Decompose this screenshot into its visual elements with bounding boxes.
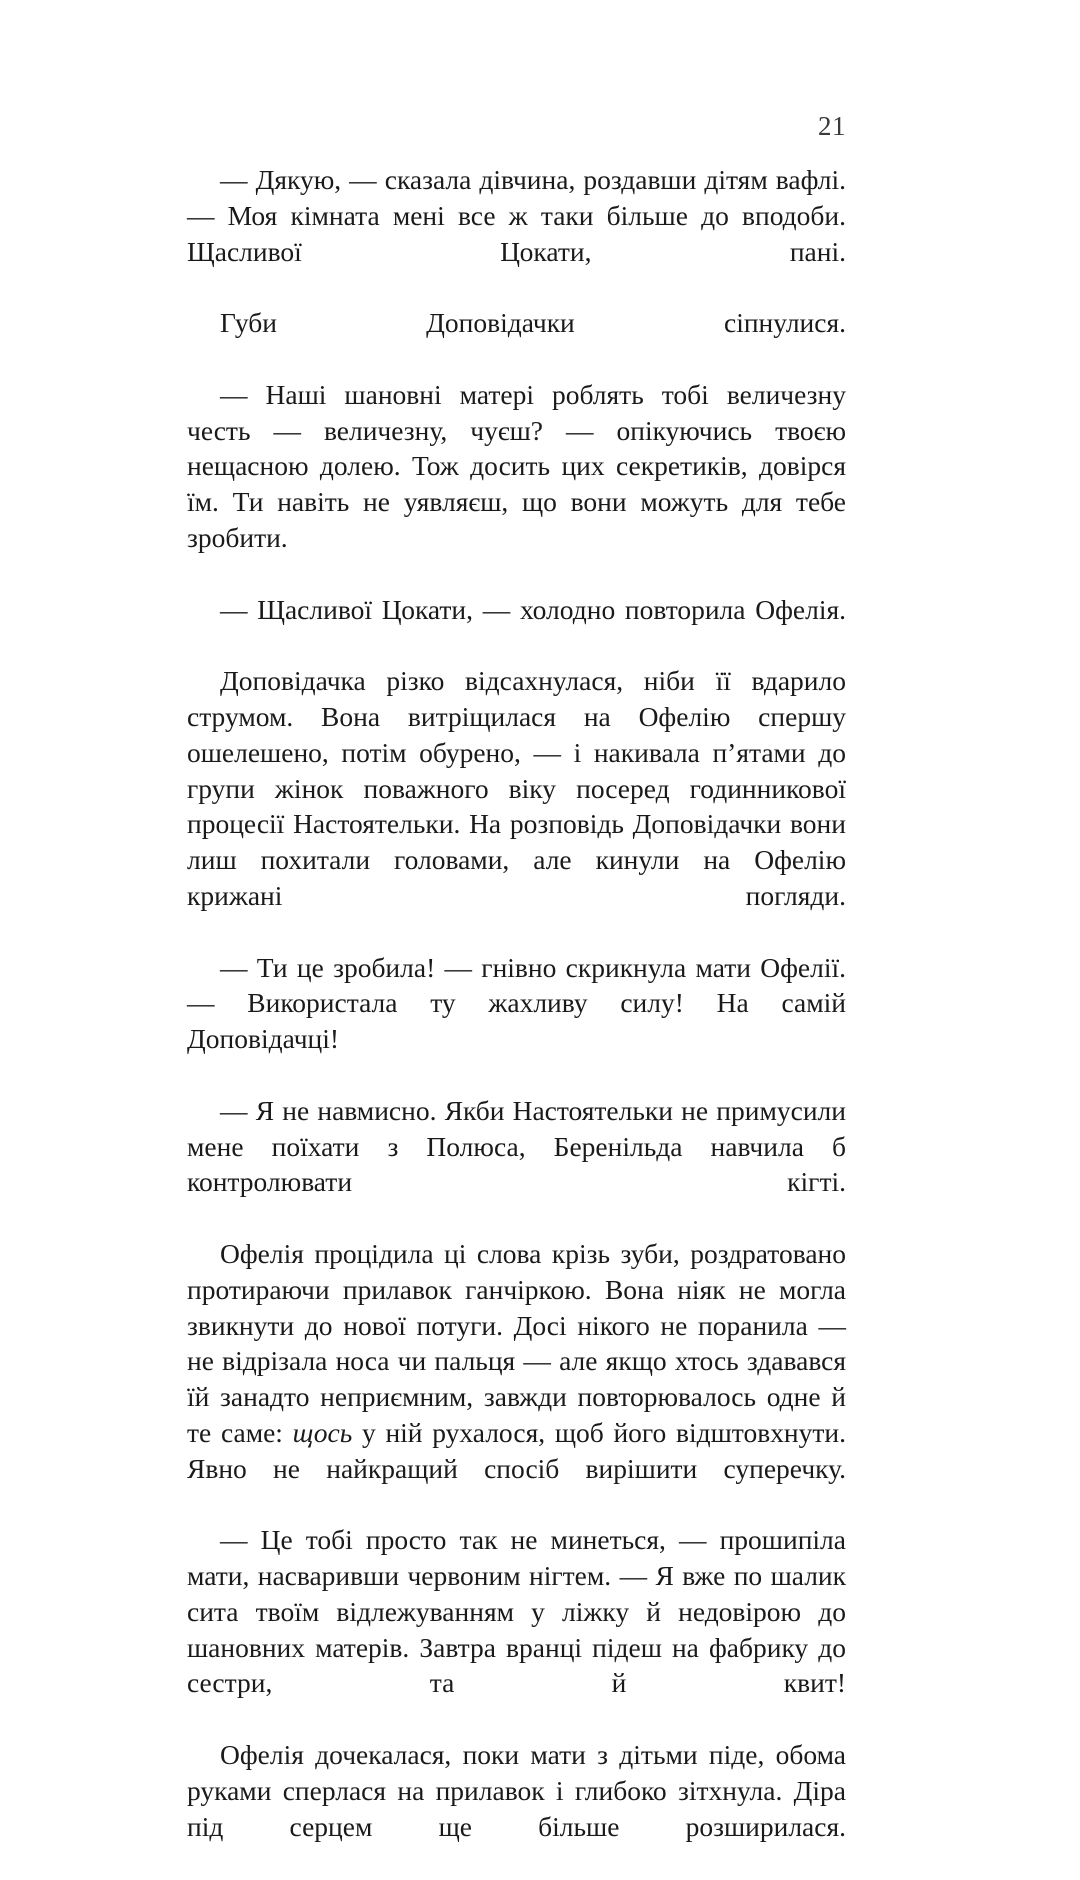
page-number: 21: [818, 111, 846, 141]
paragraph: — Я не навмисно. Якби Настоятельки не примусили мене поїхати з Полюса, Беренільда навчила б контролювати кігті.: [187, 1094, 846, 1198]
paragraph: Доповідачка різко відсахнулася, ніби її вдарило струмом. Вона витріщилася на Офелію спершу ошелешено, потім обурено, — і накивала п’ятами до групи жінок поважного віку посеред годинникової процесії Настоятельки. На розповідь Доповідачки вони лиш похитали головами, але кинули на Офелію крижані погляди.: [187, 665, 846, 911]
paragraph: — Це тобі просто так не минеться, — прошипіла мати, насваривши червоним нігтем. — Я вже по шалик сита твоїм відлежуванням у ліжку й недовірою до шановних матерів. Завтра вранці підеш на фабрику до сестри, та й квит!: [187, 1524, 846, 1699]
paragraph: — Щасливої Цокати, — холодно повторила Офелія.: [220, 593, 846, 625]
paragraph: — Дякую, — сказала дівчина, роздавши дітям вафлі. — Моя кімната мені все ж таки більше до вподоби. Щасливої Цокати, пані.: [187, 164, 846, 267]
emphasized-word: щось: [292, 1416, 353, 1448]
body-text-block: [187, 162, 846, 1880]
paragraph-with-emphasis: Офелія процідила ці слова крізь зуби, роздратовано протираючи прилавок ганчіркою. Вона ніяк не могла звикнути до нової потуги. Досі нікого не поранила — не відрізала носа чи пальця — але якщо хтось здавався їй занадто неприємним, завжди повторювалось одне й те саме: щось у ній рухалося, щоб його відштовхнути. Явно не найкращий спосіб вирішити суперечку.: [187, 1237, 847, 1484]
paragraph: — Наші шановні матері роблять тобі величезну честь — величезну, чуєш? — опікуючись твоєю нещасною долею. Тож досить цих секретиків, довірся їм. Ти навіть не уявляєш, що вони можуть для тебе зробити.: [187, 378, 846, 553]
paragraph: Офелія дочекалася, поки мати з дітьми піде, обома руками сперлася на прилавок і глибоко зітхнула. Діра під серцем ще більше розширилася.: [187, 1739, 846, 1842]
paragraph: Губи Доповідачки сіпнулися.: [220, 307, 846, 339]
paragraph: — Ти це зробила! — гнівно скрикнула мати Офелії. — Використала ту жахливу силу! На самій Доповідачці!: [187, 951, 846, 1055]
